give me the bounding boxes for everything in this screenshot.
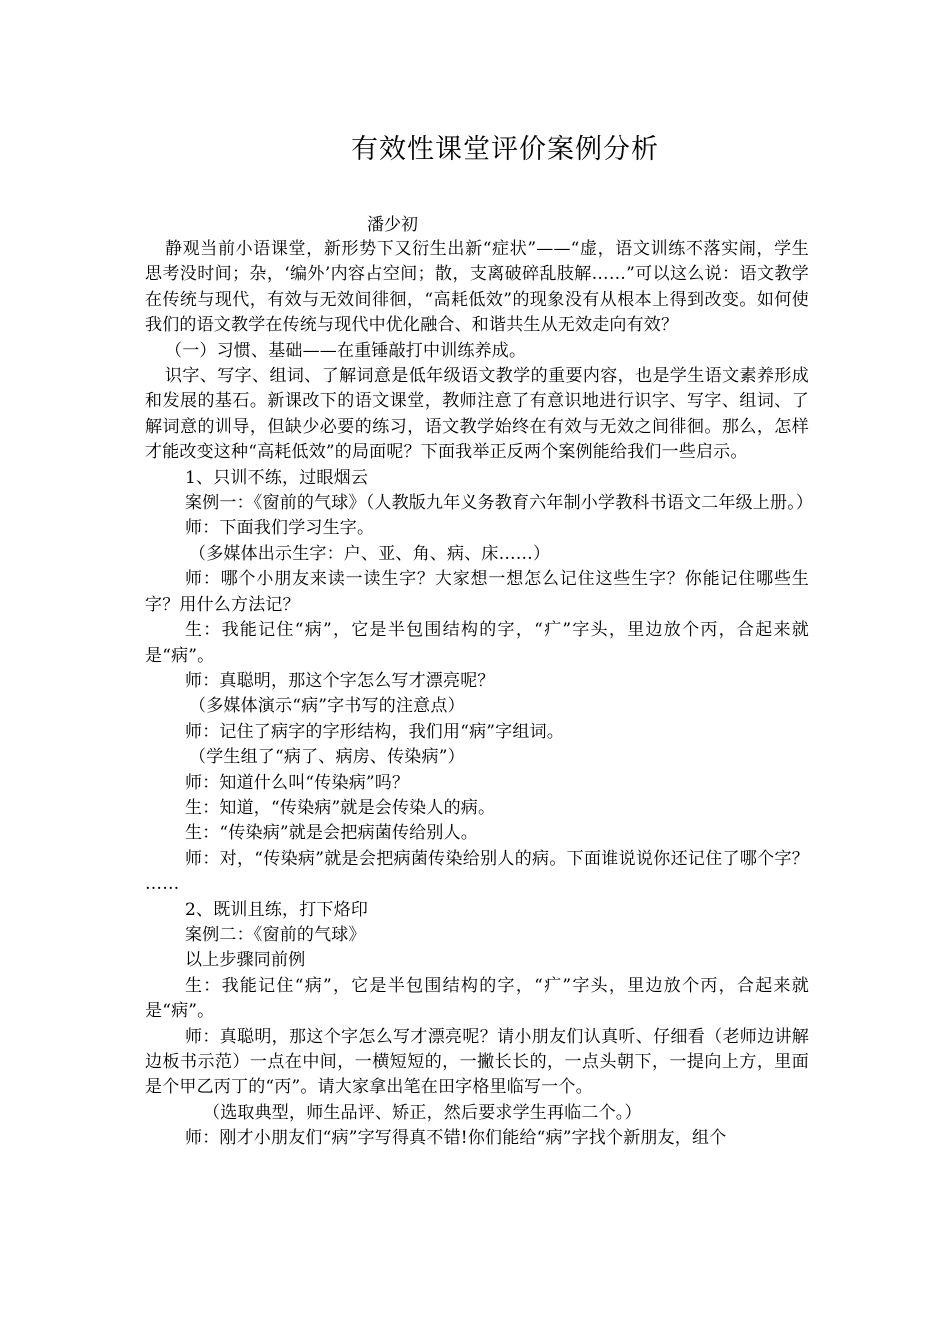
stage-note: （学生组了“病了、病房、传染病”） [189, 747, 465, 768]
dialogue-line: 师：真聪明，那这个字怎么写才漂亮呢？请小朋友们认真听、仔细看（老师边讲解边板书示范）一点在中间，一横短短的，一撇长长的，一点头朝下，一提向上方，里面是个甲乙丙丁的“丙”。请大家拿出笔在田字格里临写一个。 [145, 1026, 809, 1098]
subheading: 1、只训不练，过眼烟云 [185, 467, 369, 488]
dialogue-line: 师：真聪明，那这个字怎么写才漂亮呢？ [185, 670, 495, 691]
dialogue-line: 生：“传染病”就是会把病菌传给别人。 [185, 823, 478, 844]
author-name: 潘少初 [367, 215, 418, 235]
dialogue-line: 生：知道，“传染病”就是会传染人的病。 [185, 797, 496, 818]
paragraph: 识字、写字、组词、了解词意是低年级语文教学的重要内容，也是学生语文素养形成和发展的基石。新课改下的语文课堂，教师注意了有意识地进行识字、写字、组词、了解词意的训导，但缺少必要的练习，语文教学始终在有效与无效之间徘徊。那么，怎样才能改变这种“高耗低效”的局面呢？下面我举正反两个案例能给我们一些启示。 [145, 366, 809, 463]
dialogue-line: 生：我能记住“病”，它是半包围结构的字，“疒”字头，里边放个丙，合起来就是“病”。 [145, 620, 809, 666]
dialogue-line: 师：下面我们学习生字。 [185, 518, 375, 539]
paragraph: 案例二：《窗前的气球》 [185, 924, 366, 945]
dialogue-line: 师：知道什么叫“传染病”吗？ [185, 772, 410, 793]
stage-note: （多媒体出示生字：户、亚、角、病、床……） [189, 543, 551, 564]
section-heading: （一）习惯、基础——在重锤敲打中训练养成。 [165, 340, 527, 361]
dialogue-line: 师：哪个小朋友来读一读生字？大家想一想怎么记住这些生字？你能记住哪些生字？用什么方法记？ [145, 569, 809, 615]
document-title: 有效性课堂评价案例分析 [351, 134, 659, 165]
paragraph: 以上步骤同前例 [185, 950, 306, 971]
stage-note: （多媒体演示“病”字书写的注意点） [189, 696, 465, 717]
paragraph-intro: 静观当前小语课堂，新形势下又衍生出新“症状”——“虚，语文训练不落实闹，学生思考没时间；杂，‘编外’内容占空间；散，支离破碎乱肢解……”可以这么说：语文教学在传统与现代，有效与无效间徘徊，“高耗低效”的现象没有从根本上得到改变。如何使我们的语文教学在传统与现代中优化融合、和谐共生从无效走向有效？ [145, 239, 809, 336]
paragraph: 案例一：《窗前的气球》（人教版九年义务教育六年制小学教科书语文二年级上册。） [185, 493, 814, 514]
document-body [145, 237, 814, 1152]
stage-note: （选取典型，师生品评、矫正，然后要求学生再临二个。） [203, 1102, 642, 1123]
dialogue-line: 师：对，“传染病”就是会把病菌传染给别人的病。下面谁说说你还记住了哪个字？ …… [145, 848, 809, 895]
dialogue-line: 师：刚才小朋友们“病”字写得真不错!你们能给“病”字找个新朋友，组个 [185, 1128, 727, 1149]
dialogue-line: 师：记住了病字的字形结构，我们用“病”字组词。 [185, 721, 564, 742]
subheading: 2、既训且练，打下烙印 [185, 899, 369, 920]
dialogue-line: 生：我能记住“病”，它是半包围结构的字，“疒”字头，里边放个丙，合起来就是“病”。 [145, 975, 809, 1022]
